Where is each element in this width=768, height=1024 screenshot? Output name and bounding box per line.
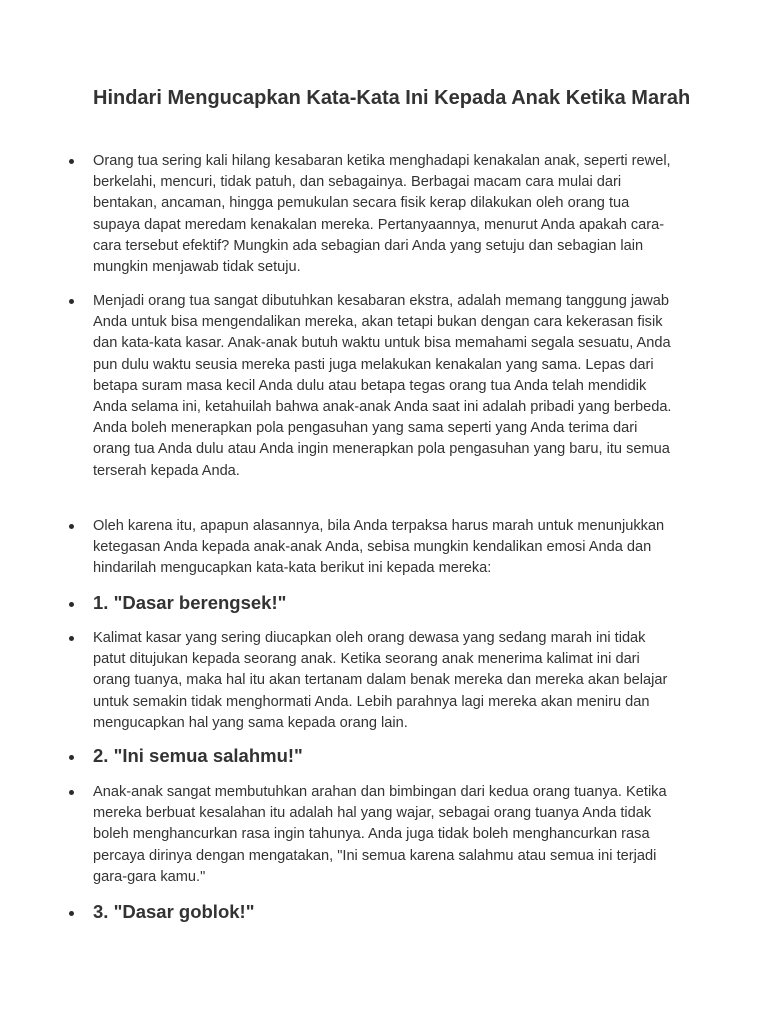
bullet-paragraph-point-1: Kalimat kasar yang sering diucapkan oleh orang dewasa yang sedang marah ini tidak patut ditujukan kepada seorang anak. Ketika seorang anak menerima kalimat ini dari orang tuanya, maka hal itu akan tertanam dalam benak mereka dan mereka akan belajar untuk semakin tidak menghormati Anda. Lebih parahnya lagi mereka akan meniru dan mengucapkan hal yang sama kepada orang lain. [93, 628, 677, 734]
bullet-paragraph-intro: Orang tua sering kali hilang kesabaran ketika menghadapi kenakalan anak, seperti rewel, berkelahi, mencuri, tidak patuh, dan sebagainya. Berbagai macam cara mulai dari bentakan, ancaman, hingga pemukulan secara fisik kerap dilakukan oleh orang tua supaya dapat meredam kenakalan mereka. Pertanyaannya, menurut Anda apakah cara-cara tersebut efektif? Mungkin ada sebagian dari Anda yang setuju dan sebagian lain mungkin menjawab tidak setuju. [93, 151, 677, 278]
bullet-paragraph-point-2: Anak-anak sangat membutuhkan arahan dan bimbingan dari kedua orang tuanya. Ketika mereka berbuat kesalahan itu adalah hal yang wajar, sebagai orang tuanya Anda tidak boleh menghancurkan rasa ingin tahunya. Anda juga tidak boleh menghancurkan rasa percaya dirinya dengan mengatakan, "Ini semua karena salahmu atau semua ini terjadi gara-gara kamu." [93, 782, 677, 888]
bullet-heading-2: 2. "Ini semua salahmu!" [93, 744, 677, 768]
bullet-paragraph-patience: Menjadi orang tua sangat dibutuhkan kesabaran ekstra, adalah memang tanggung jawab Anda untuk bisa mengendalikan mereka, akan tetapi bukan dengan cara kekerasan fisik dan kata-kata kasar. Anak-anak butuh waktu untuk bisa memahami segala sesuatu, Anda pun dulu waktu seusia mereka pasti juga melakukan kenakalan yang sama. Lepas dari betapa suram masa kecil Anda dulu atau betapa tegas orang tua Anda telah mendidik Anda selama ini, ketahuilah bahwa anak-anak Anda saat ini adalah pribadi yang berbeda. Anda boleh menerapkan pola pengasuhan yang sama seperti yang Anda terima dari orang tua Anda dulu atau Anda ingin menerapkan pola pengasuhan yang baru, itu semua terserah kepada Anda. [93, 291, 677, 482]
bullet-heading-1: 1. "Dasar berengsek!" [93, 591, 677, 615]
bullet-heading-3: 3. "Dasar goblok!" [93, 900, 677, 924]
bullet-paragraph-therefore: Oleh karena itu, apapun alasannya, bila Anda terpaksa harus marah untuk menunjukkan ketegasan Anda kepada anak-anak Anda, sebisa mungkin kendalikan emosi Anda dan hindarilah mengucapkan kata-kata berikut ini kepada mereka: [93, 516, 677, 580]
article-title: Hindari Mengucapkan Kata-Kata Ini Kepada Anak Ketika Marah [93, 87, 691, 109]
